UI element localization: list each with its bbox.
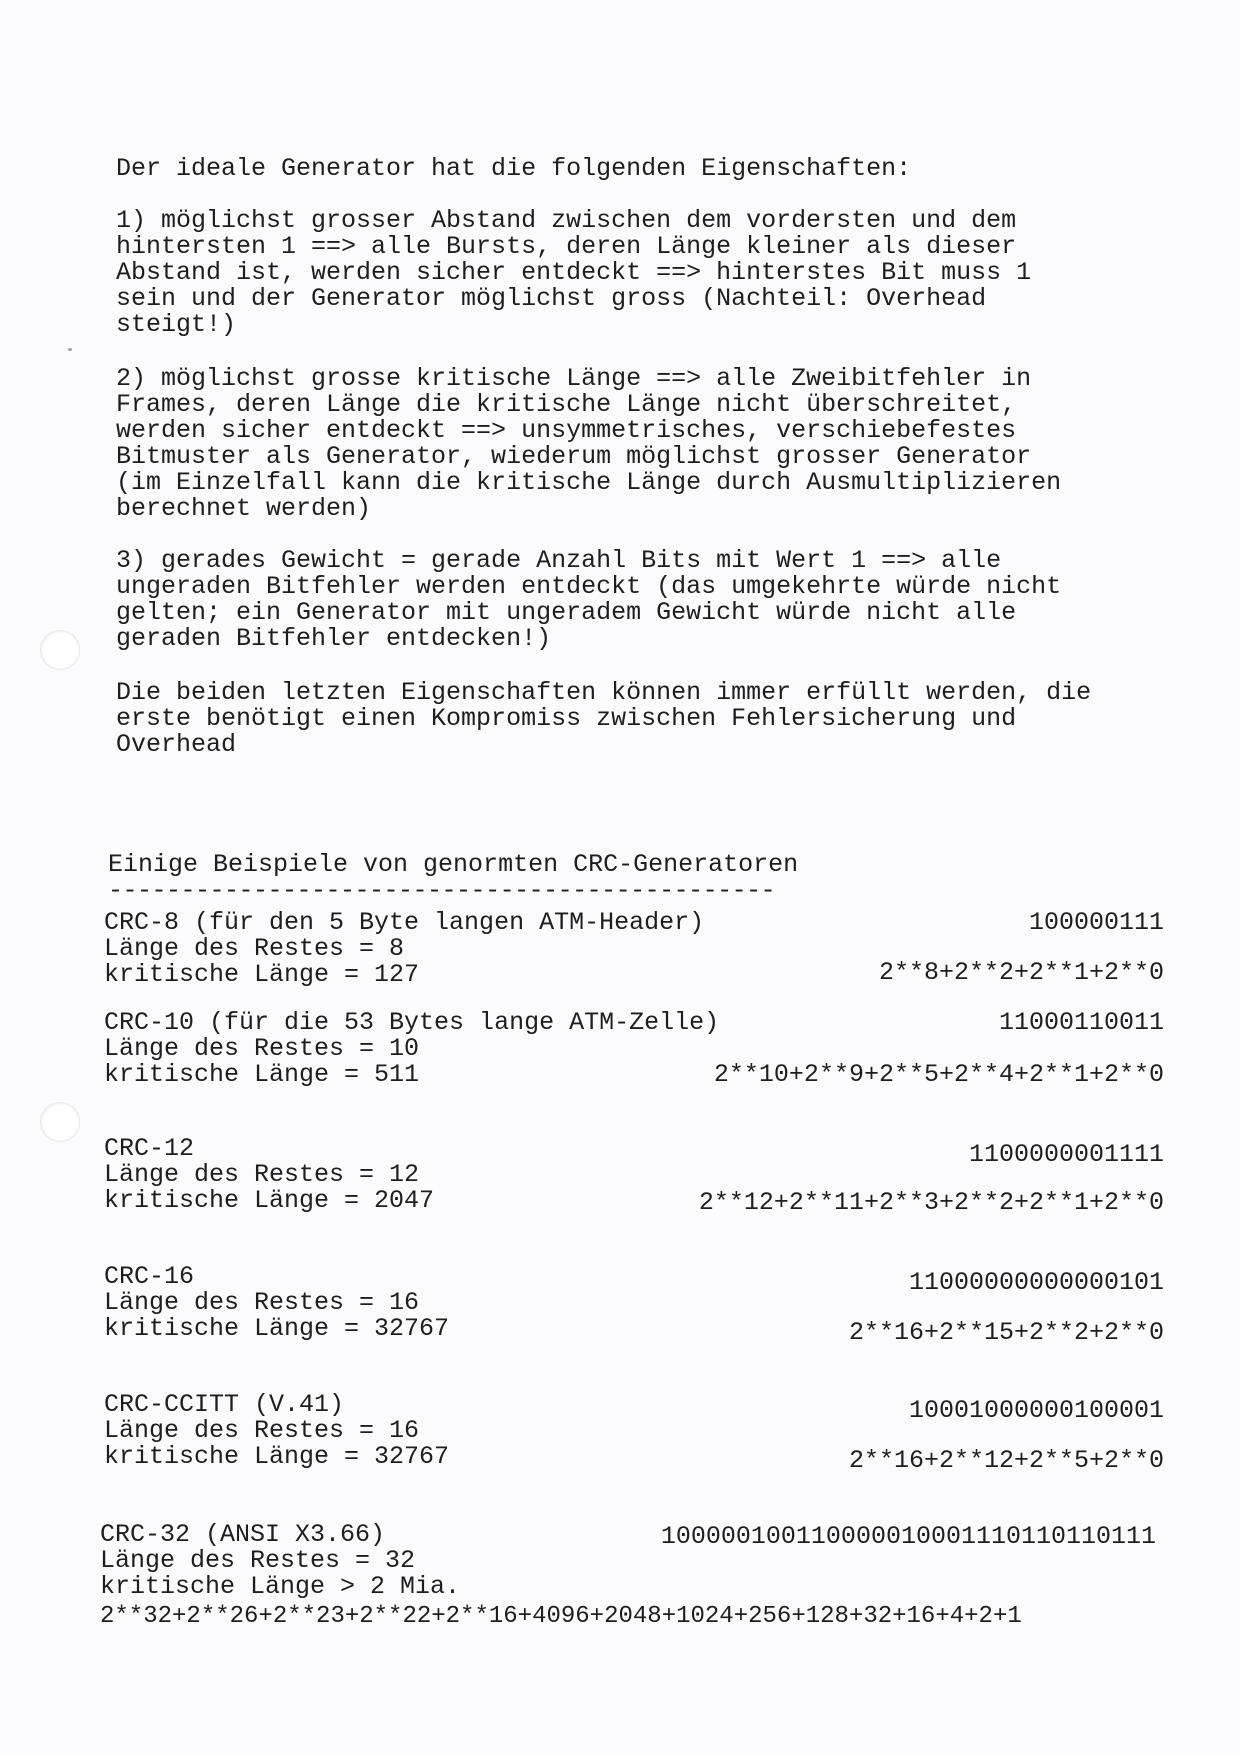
section-title: Einige Beispiele von genormten CRC-Generatoren [108,850,799,879]
crc-remainder-length: Länge des Restes = 16 [104,1416,420,1445]
crc-critical-length: kritische Länge = 127 [104,960,420,989]
crc-polynomial: 2**8+2**2+2**1+2**0 [878,958,1164,987]
crc-polynomial: 2**16+2**12+2**5+2**0 [848,1446,1164,1475]
crc-entry-crc8 [104,910,1164,988]
punch-hole-upper [40,630,80,670]
property-paragraph-3: 3) gerades Gewicht = gerade Anzahl Bits mit Wert 1 ==> alle ungeraden Bitfehler werden entdeckt (das umgekehrte würde nicht gelten; ein Generator mit ungeradem Gewicht würde nicht alle geraden Bitfehler entdecken!) [116,546,1062,653]
crc-remainder-length: Länge des Restes = 8 [104,934,405,963]
crc-name: CRC-12 [104,1134,195,1163]
crc-name: CRC-CCITT (V.41) [104,1390,345,1419]
crc32-polynomial: 2**32+2**26+2**23+2**22+2**16+4096+2048+1024+256+128+32+16+4+2+1 [100,1603,1022,1630]
crc-bits: 1100000001111 [968,1140,1164,1169]
summary-paragraph: Die beiden letzten Eigenschaften können immer erfüllt werden, die erste benötigt einen Kompromiss zwischen Fehlersicherung und Overhead [116,678,1092,759]
section-underline: ---------------------------------------------- [108,876,776,905]
property-paragraph-1: 1) möglichst grosser Abstand zwischen dem vordersten und dem hintersten 1 ==> alle Bursts, deren Länge kleiner als dieser Abstand ist, werden sicher entdeckt ==> hinterstes Bit muss 1 sein und der Generator möglichst gross (Nachteil: Overhead steigt!) [116,206,1032,339]
intro-line: Der ideale Generator hat die folgenden Eigenschaften: [116,154,912,183]
crc-remainder-length: Länge des Restes = 32 [100,1546,416,1575]
crc-entry-crc16 [104,1262,1164,1347]
crc-polynomial: 2**10+2**9+2**5+2**4+2**1+2**0 [713,1060,1164,1089]
crc-critical-length: kritische Länge = 32767 [104,1314,450,1343]
crc-bits: 10001000000100001 [908,1396,1164,1425]
scan-speck [68,348,72,351]
crc-bits: 100000111 [1028,908,1164,937]
crc-remainder-length: Länge des Restes = 12 [104,1160,420,1189]
punch-hole-lower [40,1102,80,1142]
crc-entry-crc10 [104,1010,1164,1088]
crc-critical-length: kritische Länge = 511 [104,1060,420,1089]
crc-bits: 11000110011 [998,1008,1164,1037]
crc-polynomial: 2**16+2**15+2**2+2**0 [848,1318,1164,1347]
crc-bits: 11000000000000101 [908,1268,1164,1297]
crc-remainder-length: Länge des Restes = 16 [104,1288,420,1317]
crc-name: CRC-16 [104,1262,195,1291]
crc-entry-crc12 [104,1134,1164,1217]
property-paragraph-2: 2) möglichst grosse kritische Länge ==> alle Zweibitfehler in Frames, deren Länge die kritische Länge nicht überschreitet, werden sicher entdeckt ==> unsymmetrisches, verschiebefestes Bitmuster als Generator, wiederum möglichst grosser Generator (im Einzelfall kann die kritische Länge durch Ausmultiplizieren berechnet werden) [116,364,1062,523]
crc-name: CRC-8 (für den 5 Byte langen ATM-Header) [104,908,705,937]
crc-name: CRC-32 (ANSI X3.66) [100,1520,386,1549]
crc-entry-crc32 [100,1522,1156,1600]
crc-bits: 100000100110000010001110110110111 [660,1522,1156,1551]
crc-critical-length: kritische Länge = 32767 [104,1442,450,1471]
crc-remainder-length: Länge des Restes = 10 [104,1034,420,1063]
crc-critical-length: kritische Länge > 2 Mia. [100,1572,461,1601]
crc-critical-length: kritische Länge = 2047 [104,1186,435,1215]
crc-entry-ccitt [104,1390,1164,1475]
crc-name: CRC-10 (für die 53 Bytes lange ATM-Zelle) [104,1008,720,1037]
crc-polynomial: 2**12+2**11+2**3+2**2+2**1+2**0 [698,1188,1164,1217]
